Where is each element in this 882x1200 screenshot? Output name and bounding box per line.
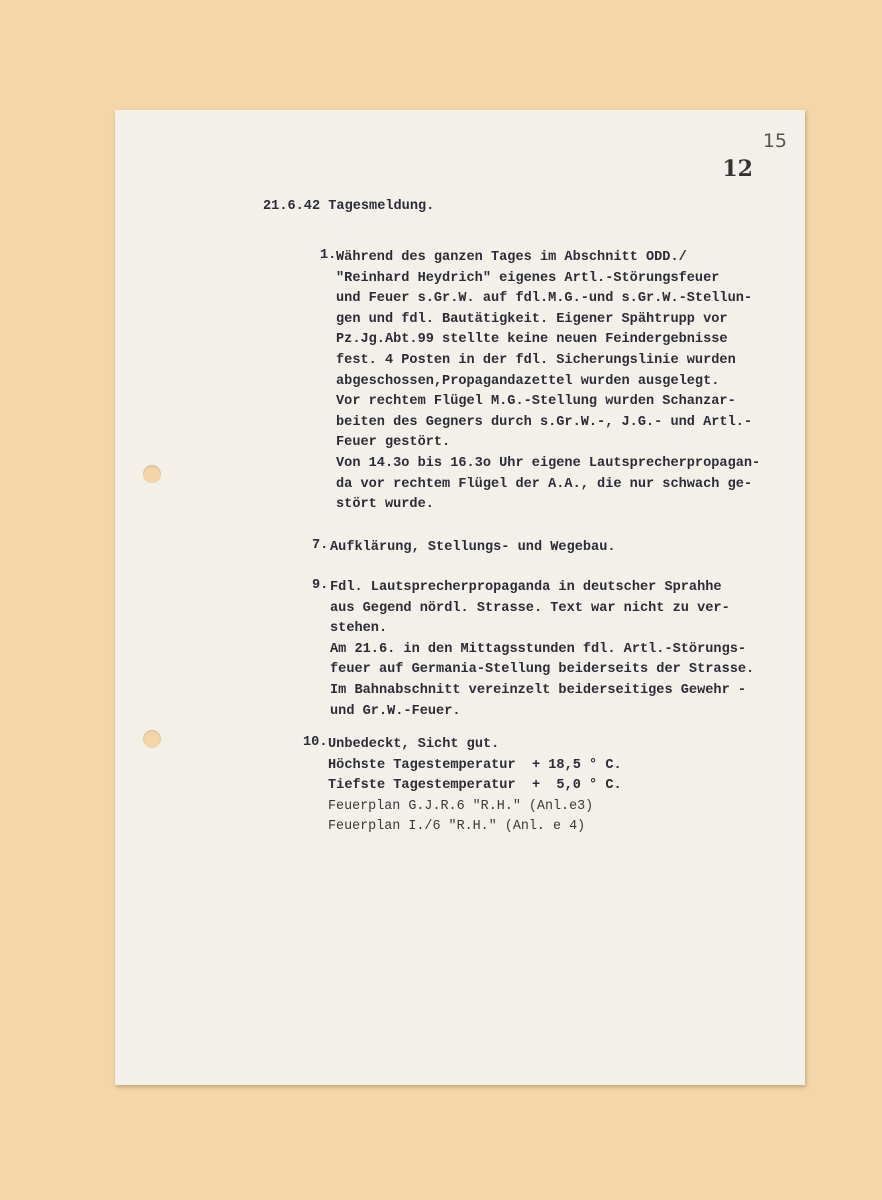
text-line: beiten des Gegners durch s.Gr.W.-, J.G.- und Artl.- [336,414,753,430]
paragraph-body [330,538,616,559]
paragraph-number: 9. [312,578,329,593]
text-line: Feuer gestört. [336,435,451,451]
text-line: und Gr.W.-Feuer. [330,703,461,719]
text-line: feuer auf Germania-Stellung beiderseits der Strasse. [330,662,755,678]
text-line: Von 14.3o bis 16.3o Uhr eigene Lautsprecherpropagan- [336,455,761,471]
document-sheet [115,110,805,1085]
report-heading: 21.6.42 Tagesmeldung. [263,199,435,214]
text-line: und Feuer s.Gr.W. auf fdl.M.G.-und s.Gr.W.-Stellun- [336,291,753,307]
text-line: Vor rechtem Flügel M.G.-Stellung wurden Schanzar- [336,394,736,410]
text-line: Während des ganzen Tages im Abschnitt ODD./ [336,250,687,265]
text-line: Fdl. Lautsprecherpropaganda in deutscher Sprahhe [330,580,722,595]
text-line: da vor rechtem Flügel der A.A., die nur schwach ge- [336,476,753,492]
text-line: stört wurde. [336,497,434,513]
text-line: fest. 4 Posten in der fdl. Sicherungslinie wurden [336,352,736,368]
annex-reference: Feuerplan G.J.R.6 "R.H." (Anl.e3) [328,798,594,814]
paragraph-body [336,248,760,516]
pencil-page-number: 15 [762,130,787,152]
punch-hole [143,730,161,748]
paragraph-number: 1. [320,248,337,263]
punch-hole [143,465,161,483]
text-line: gen und fdl. Bautätigkeit. Eigener Spähtrupp vor [336,311,728,327]
paragraph-number: 10. [303,735,328,750]
text-line: aus Gegend nördl. Strasse. Text war nicht zu ver- [330,600,730,616]
text-line: Im Bahnabschnitt vereinzelt beiderseitiges Gewehr - [330,682,747,698]
text-line: Unbedeckt, Sicht gut. [328,737,500,752]
paragraph-body [328,735,622,838]
paragraph-number: 7. [312,538,329,553]
annex-reference: Feuerplan I./6 "R.H." (Anl. e 4) [328,819,586,835]
stamped-page-number: 12 [722,156,753,182]
text-line: stehen. [330,621,388,637]
text-line: Aufklärung, Stellungs- und Wegebau. [330,540,616,555]
paragraph-body [330,578,754,722]
text-line: Höchste Tagestemperatur + 18,5 ° C. [328,757,622,773]
text-line: Am 21.6. in den Mittagsstunden fdl. Artl.-Störungs- [330,641,747,657]
text-line: Pz.Jg.Abt.99 stellte keine neuen Feindergebnisse [336,332,728,348]
text-line: abgeschossen,Propagandazettel wurden ausgelegt. [336,373,720,389]
text-line: "Reinhard Heydrich" eigenes Artl.-Störungsfeuer [336,270,720,286]
text-line: Tiefste Tagestemperatur + 5,0 ° C. [328,778,622,794]
